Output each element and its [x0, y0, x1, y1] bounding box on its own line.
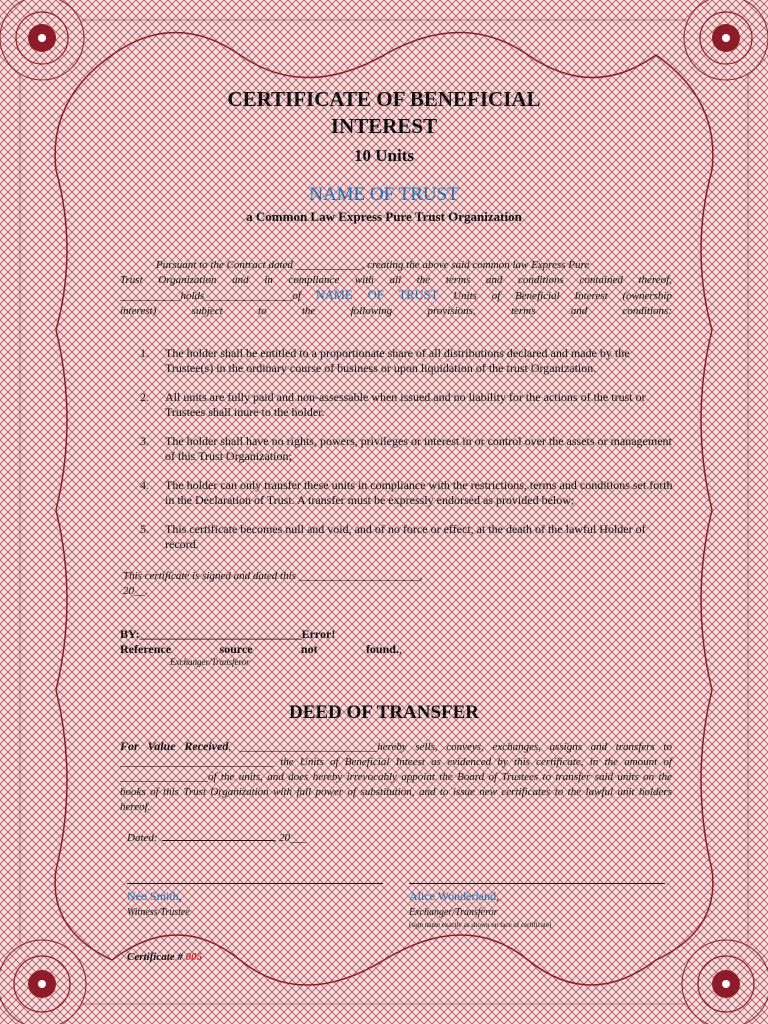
dated-label: Dated: — [127, 832, 158, 844]
provision-item — [130, 478, 675, 508]
sign-note: (sign name exactly as shown on face of certificate) — [409, 921, 552, 929]
intro-line-3-a: ___________holds________________of — [120, 290, 301, 302]
provision-text: All units are fully paid and non-assessable when issued and no liability for the actions of the trust or Trustees shall inure to the holder. — [165, 390, 646, 419]
rosette-top-right — [684, 0, 768, 80]
certificate-number — [127, 951, 202, 963]
provision-text: This certificate becomes null and void, and of no force or effect, at the death of the lawful Holder of record. — [165, 522, 646, 551]
dated-line — [127, 829, 307, 844]
dated-blank[interactable] — [162, 829, 274, 841]
provision-text: The holder shall be entitled to a proportionate share of all distributions declared and made by the Trustee(s) in the ordinary course of business or upon liquidation of the trust Organization. — [165, 346, 630, 375]
signed-line-1: This certificate is signed and dated this ______________________, — [123, 570, 423, 582]
certificate-title — [0, 86, 768, 140]
transferor-role: Exchanger/Transferor — [409, 907, 498, 918]
signed-line-2: 20__. — [123, 585, 148, 597]
by-word: not — [300, 642, 318, 656]
dated-suffix: , 20___ — [273, 832, 307, 844]
units-heading: 10 Units — [354, 146, 414, 165]
title-line-2: INTEREST — [330, 114, 438, 138]
signature-right — [409, 889, 551, 929]
trust-name: NAME OF TRUST — [309, 184, 459, 205]
rosette-bottom-right — [682, 940, 768, 1024]
by-word: Reference — [120, 642, 172, 656]
provision-item — [130, 522, 675, 552]
cert-label: Certificate # — [127, 951, 183, 963]
by-word: source — [219, 642, 253, 656]
by-role: Exchanger/Transferor — [170, 657, 250, 667]
witness-role: Witness/Trustee — [127, 907, 190, 918]
deed-paragraph — [120, 739, 672, 815]
by-word-last: found., — [365, 642, 402, 656]
by-line: BY:___________________________Error! — [120, 627, 336, 641]
intro-paragraph — [120, 258, 672, 319]
signed-dated-line — [123, 569, 483, 599]
provision-item — [130, 390, 675, 420]
provision-number: 5. — [140, 522, 149, 536]
transferor-name: Alice Wonderland, — [409, 889, 500, 903]
intro-line-2: Trust Organization and in compliance with all the terms and conditions contained thereof, — [120, 274, 672, 286]
intro-line-1: Pursuant to the Contract dated ____________, creating the above said common law Express Pure — [156, 259, 590, 271]
intro-line-4: interest) subject to the following provisions, terms and conditions: — [120, 305, 672, 317]
rosette-top-left — [0, 0, 84, 80]
by-error-line — [120, 642, 402, 657]
deed-lead: For Value Received — [120, 739, 229, 753]
rosette-bottom-left — [0, 940, 86, 1024]
intro-trust-name: NAME OF TRUST — [315, 288, 439, 302]
by-signature-block — [120, 627, 402, 657]
provision-item — [130, 434, 675, 464]
cert-number: 005 — [185, 951, 203, 963]
provision-text: The holder can only transfer these units in compliance with the restrictions, terms and conditions set forth in the Declaration of Trust. A transfer must be expressly endorsed as provided below; — [165, 478, 673, 507]
provision-number: 4. — [140, 478, 149, 492]
signature-left — [127, 889, 190, 918]
provisions-list — [130, 346, 675, 566]
provision-item — [130, 346, 675, 376]
signature-line-left[interactable] — [127, 883, 383, 884]
intro-line-3 — [120, 288, 672, 304]
provision-number: 2. — [140, 390, 149, 404]
provision-number: 1. — [140, 346, 149, 360]
deed-text: , _________________________hereby sells, conveys, exchanges, assigns and transfers to ____________________________ the Units of Beneficial Inteest as evidenced by this certificate, in the amount of ________________of the units, and does hereby irrevocably appoint the Board of Trustees to transfer said units on the books of this Trust Organization with full power of substitution, and to issue new certificates to the lawful unit holders hereof. — [120, 741, 672, 813]
provision-number: 3. — [140, 434, 149, 448]
signature-line-right[interactable] — [409, 883, 665, 884]
trust-subtitle: a Common Law Express Pure Trust Organization — [246, 209, 522, 224]
provision-text: The holder shall have no rights, powers, privileges or interest in or control over the assets or management of this Trust Organization; — [165, 434, 672, 463]
title-line-1: CERTIFICATE OF BENEFICIAL — [227, 87, 541, 111]
deed-title: DEED OF TRANSFER — [288, 702, 480, 723]
witness-name: Neo Smith, — [127, 889, 182, 903]
intro-line-3-b: Units of Beneficial Interest (ownership — [453, 290, 672, 302]
